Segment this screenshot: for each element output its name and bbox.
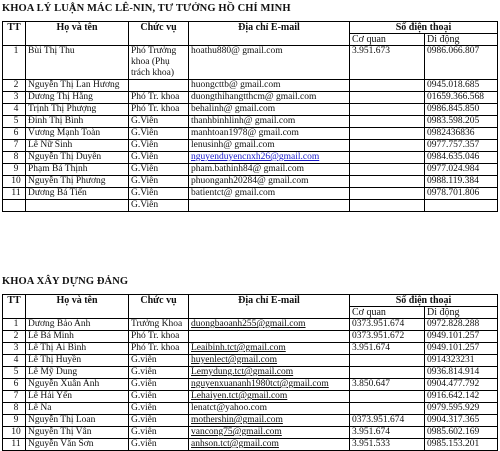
mobile-text: 0916.642.142 <box>427 391 480 401</box>
tt-text: 3 <box>13 343 19 353</box>
name-text: Vương Mạnh Toàn <box>28 128 101 138</box>
office-text: 0373.951.674 <box>352 415 405 425</box>
email-link: pham.bathinh84@ gmail.com <box>191 164 304 174</box>
cell-email <box>189 379 350 391</box>
tt-text: 11 <box>11 439 21 449</box>
header-name: Họ và tên <box>26 295 129 319</box>
cell-email <box>189 164 350 176</box>
tt-text: 5 <box>13 367 19 377</box>
cell-tt <box>3 188 26 200</box>
position-text: G.Viên <box>131 116 159 126</box>
cell-mobile-phone <box>425 319 498 331</box>
cell-position <box>129 176 189 188</box>
mobile-text: 01659.366.568 <box>427 92 484 102</box>
cell-mobile-phone <box>425 427 498 439</box>
email-link[interactable]: nguyenxuananh1980tct@gmail.com <box>191 379 329 389</box>
cell-office-phone <box>350 200 425 212</box>
tt-text: 3 <box>13 92 19 102</box>
cell-mobile-phone <box>425 46 498 80</box>
cell-name <box>26 80 129 92</box>
email-link: manhtoan1978@ gmail.com <box>191 128 299 138</box>
cell-name <box>26 46 129 80</box>
cell-position <box>129 331 189 343</box>
mobile-text: 0972.828.288 <box>427 319 480 329</box>
cell-position <box>129 343 189 355</box>
cell-position <box>129 80 189 92</box>
header-name: Họ và tên <box>26 22 129 46</box>
table-row <box>3 116 498 128</box>
cell-position <box>129 104 189 116</box>
cell-name <box>26 92 129 104</box>
position-text: G.Viên <box>131 140 159 150</box>
cell-office-phone <box>350 379 425 391</box>
name-text: Dương Thị Hằng <box>28 92 93 102</box>
cell-office-phone <box>350 164 425 176</box>
tt-text: 5 <box>13 116 19 126</box>
cell-name <box>26 427 129 439</box>
email-link[interactable]: mothershin@gmail.com <box>191 415 283 425</box>
cell-name <box>26 343 129 355</box>
cell-tt <box>3 391 26 403</box>
cell-office-phone <box>350 403 425 415</box>
position-text: G.viên <box>131 415 157 425</box>
mobile-text: 0978.701.806 <box>427 188 480 198</box>
cell-name <box>26 140 129 152</box>
cell-tt <box>3 331 26 343</box>
cell-email <box>189 128 350 140</box>
mobile-text: 0983.598.205 <box>427 116 480 126</box>
cell-mobile-phone <box>425 415 498 427</box>
table-row <box>3 140 498 152</box>
email-link[interactable]: anhson.tct@gmail.com <box>191 439 279 449</box>
tt-text: 2 <box>13 331 19 341</box>
tt-text: 8 <box>13 403 19 413</box>
cell-email <box>189 355 350 367</box>
email-link: lenusinh@ gmail.com <box>191 140 275 150</box>
name-text: Lê Bá Minh <box>28 331 74 341</box>
position-text: G.Viên <box>131 128 159 138</box>
cell-email <box>189 415 350 427</box>
cell-tt <box>3 152 26 164</box>
cell-tt <box>3 140 26 152</box>
cell-position <box>129 188 189 200</box>
cell-position <box>129 200 189 212</box>
cell-position <box>129 403 189 415</box>
name-text: Dương Bá Tiến <box>28 188 87 198</box>
name-text: Phạm Bá Thịnh <box>28 164 88 174</box>
mobile-text: 0986.845.850 <box>427 104 480 114</box>
cell-position <box>129 152 189 164</box>
mobile-text: 0949.101.257 <box>427 331 480 341</box>
office-text: 0373.951.674 <box>352 319 405 329</box>
email-link[interactable]: nguyenduyencnxh26@gmail.com <box>191 152 320 162</box>
cell-email <box>189 116 350 128</box>
cell-tt <box>3 92 26 104</box>
table-row <box>3 379 498 391</box>
position-text: G.viên <box>131 403 157 413</box>
mobile-text: 0988.119.384 <box>427 176 479 186</box>
cell-position <box>129 427 189 439</box>
cell-email <box>189 403 350 415</box>
email-link: batientct@ gmail.com <box>191 188 276 198</box>
cell-name <box>26 319 129 331</box>
name-text: Lê Hải Yến <box>28 391 72 401</box>
header-tt: TT <box>3 22 26 46</box>
name-text: Đinh Thị Bình <box>28 116 84 126</box>
cell-mobile-phone <box>425 200 498 212</box>
cell-email <box>189 104 350 116</box>
cell-name <box>26 188 129 200</box>
header-office: Cơ quan <box>350 34 425 46</box>
cell-position <box>129 355 189 367</box>
email-link: hoathu880@ gmail.com <box>191 46 283 56</box>
cell-name <box>26 367 129 379</box>
cell-email <box>189 331 350 343</box>
cell-position <box>129 92 189 104</box>
cell-tt <box>3 415 26 427</box>
tt-text: 7 <box>13 140 19 150</box>
cell-office-phone <box>350 331 425 343</box>
header-phone: Số điện thoại <box>350 295 498 307</box>
office-text: 0373.951.672 <box>352 331 405 341</box>
position-text: Phó Tr. khoa <box>131 343 180 353</box>
cell-email <box>189 427 350 439</box>
contact-table-party-building <box>2 294 498 451</box>
position-text: G.viên <box>131 355 157 365</box>
email-link: phuonganh20284@ gmail.com <box>191 176 309 186</box>
cell-tt <box>3 379 26 391</box>
tt-text: 6 <box>13 379 19 389</box>
cell-email <box>189 152 350 164</box>
header-tt: TT <box>3 295 26 319</box>
table-row <box>3 176 498 188</box>
name-text: Lê Thị Ái Bình <box>28 343 87 353</box>
header-email: Địa chỉ E-mail <box>189 22 350 46</box>
position-text: Phó Tr. khoa <box>131 331 180 341</box>
name-text: Nguyễn Thị Duyên <box>28 152 102 162</box>
email-link: huongcttb@ gmail.com <box>191 80 281 90</box>
position-text: Phó Trưởng khoa (Phụ trách khoa) <box>131 46 177 78</box>
mobile-text: 0904.477.792 <box>427 379 480 389</box>
table-row <box>3 92 498 104</box>
tt-text: 2 <box>13 80 19 90</box>
cell-tt <box>3 403 26 415</box>
cell-email <box>189 319 350 331</box>
cell-mobile-phone <box>425 116 498 128</box>
contact-table-marxism <box>2 21 498 212</box>
cell-email <box>189 391 350 403</box>
cell-position <box>129 319 189 331</box>
cell-email <box>189 92 350 104</box>
email-link[interactable]: vancong75@gmail.com <box>191 427 282 437</box>
name-text: Lê Na <box>28 403 52 413</box>
header-position: Chức vụ <box>129 22 189 46</box>
mobile-text: 0977.024.984 <box>427 164 480 174</box>
tt-text: 11 <box>11 188 21 198</box>
table-row <box>3 343 498 355</box>
cell-position <box>129 415 189 427</box>
cell-position <box>129 46 189 80</box>
cell-mobile-phone <box>425 188 498 200</box>
mobile-text: 0904.317.365 <box>427 415 480 425</box>
cell-name <box>26 104 129 116</box>
position-text: G.viên <box>131 379 157 389</box>
cell-office-phone <box>350 152 425 164</box>
cell-email <box>189 200 350 212</box>
cell-mobile-phone <box>425 343 498 355</box>
cell-email <box>189 188 350 200</box>
cell-office-phone <box>350 104 425 116</box>
mobile-text: 0986.066.807 <box>427 46 480 56</box>
table-row <box>3 152 498 164</box>
cell-tt <box>3 343 26 355</box>
cell-mobile-phone <box>425 140 498 152</box>
cell-tt <box>3 200 26 212</box>
position-text: G.Viên <box>131 152 159 162</box>
cell-name <box>26 152 129 164</box>
position-text: Trưởng Khoa <box>131 319 183 329</box>
cell-tt <box>3 367 26 379</box>
cell-position <box>129 116 189 128</box>
mobile-text: 0936.814.914 <box>427 367 480 377</box>
cell-email <box>189 80 350 92</box>
cell-office-phone <box>350 355 425 367</box>
cell-office-phone <box>350 391 425 403</box>
name-text: Dương Bảo Anh <box>28 319 91 329</box>
position-text: G.Viên <box>131 188 159 198</box>
cell-office-phone <box>350 92 425 104</box>
cell-mobile-phone <box>425 80 498 92</box>
table-row <box>3 319 498 331</box>
tt-text: 10 <box>11 176 21 186</box>
tt-text: 4 <box>13 104 19 114</box>
cell-position <box>129 140 189 152</box>
table-row <box>3 331 498 343</box>
tt-text: 1 <box>13 46 19 56</box>
office-text: 3.850.647 <box>352 379 390 389</box>
table-row <box>3 104 498 116</box>
table-row <box>3 427 498 439</box>
cell-name <box>26 116 129 128</box>
cell-office-phone <box>350 128 425 140</box>
cell-name <box>26 355 129 367</box>
table-row <box>3 403 498 415</box>
table-row <box>3 391 498 403</box>
section-title-party-building: KHOA XÂY DỰNG ĐẢNG <box>2 276 129 287</box>
cell-office-phone <box>350 46 425 80</box>
name-text: Nguyễn Xuân Anh <box>28 379 100 389</box>
cell-name <box>26 415 129 427</box>
table-row <box>3 355 498 367</box>
cell-tt <box>3 355 26 367</box>
mobile-text: 0914323231 <box>427 355 475 365</box>
table-row <box>3 80 498 92</box>
header-position: Chức vụ <box>129 295 189 319</box>
position-text: G.viên <box>131 367 157 377</box>
name-text: Nguyễn Thị Loan <box>28 415 96 425</box>
cell-tt <box>3 116 26 128</box>
tt-text: 9 <box>13 415 19 425</box>
office-text: 3.951.533 <box>352 439 390 449</box>
cell-tt <box>3 427 26 439</box>
cell-mobile-phone <box>425 355 498 367</box>
header-mobile: Di động <box>425 34 498 46</box>
cell-name <box>26 200 129 212</box>
position-text: G.Viên <box>131 176 159 186</box>
email-link[interactable]: Leaibinh.tct@gmail.com <box>191 343 286 353</box>
cell-office-phone <box>350 319 425 331</box>
cell-office-phone <box>350 140 425 152</box>
tt-text: 10 <box>11 427 21 437</box>
mobile-text: 0979.595.929 <box>427 403 480 413</box>
tt-text: 7 <box>13 391 19 401</box>
email-link: lenatct@yahoo.com <box>191 403 268 413</box>
mobile-text: 0977.757.357 <box>427 140 480 150</box>
cell-office-phone <box>350 343 425 355</box>
tt-text: 6 <box>13 128 19 138</box>
office-text: 3.951.674 <box>352 427 390 437</box>
cell-mobile-phone <box>425 104 498 116</box>
cell-tt <box>3 164 26 176</box>
cell-name <box>26 403 129 415</box>
mobile-text: 0949.101.257 <box>427 343 480 353</box>
mobile-text: 0982436836 <box>427 128 475 138</box>
email-link: behalinh@ gmail.com <box>191 104 276 114</box>
position-text: G.viên <box>131 439 157 449</box>
cell-mobile-phone <box>425 152 498 164</box>
name-text: Nguyễn Thị Phương <box>28 176 106 186</box>
cell-mobile-phone <box>425 164 498 176</box>
position-text: Phó Tr. khoa <box>131 92 180 102</box>
tt-text: 8 <box>13 152 19 162</box>
name-text: Nguyễn Thị Vân <box>28 427 92 437</box>
cell-office-phone <box>350 80 425 92</box>
office-text: 3.951.673 <box>352 46 390 56</box>
cell-mobile-phone <box>425 391 498 403</box>
email-link[interactable]: huyenlect@gmail.com <box>191 355 278 365</box>
position-text: G.viên <box>131 427 157 437</box>
section-title-marxism: KHOA LÝ LUẬN MÁC LÊ-NIN, TƯ TƯỞNG HỒ CHÍ MINH <box>2 3 291 14</box>
name-text: Nguyễn Văn Sơn <box>28 439 94 449</box>
header-phone: Số điện thoại <box>350 22 498 34</box>
tt-text: 4 <box>13 355 19 365</box>
position-text: G.viên <box>131 391 157 401</box>
header-mobile: Di động <box>425 307 498 319</box>
cell-email <box>189 176 350 188</box>
name-text: Lê Mỹ Dung <box>28 367 78 377</box>
cell-tt <box>3 128 26 140</box>
table-row <box>3 188 498 200</box>
cell-office-phone <box>350 116 425 128</box>
email-link[interactable]: Lemydung.tct@gmail.com <box>191 367 294 377</box>
name-text: Lê Thị Huyền <box>28 355 82 365</box>
table-row <box>3 46 498 80</box>
header-email: Địa chỉ E-mail <box>189 295 350 319</box>
mobile-text: 0985.153.201 <box>427 439 480 449</box>
position-text: G.Viên <box>131 200 159 210</box>
cell-mobile-phone <box>425 367 498 379</box>
cell-office-phone <box>350 176 425 188</box>
cell-email <box>189 46 350 80</box>
cell-mobile-phone <box>425 92 498 104</box>
cell-position <box>129 367 189 379</box>
mobile-text: 0985.602.169 <box>427 427 480 437</box>
cell-tt <box>3 80 26 92</box>
name-text: Nguyễn Thị Lan Hương <box>28 80 120 90</box>
table-row <box>3 164 498 176</box>
cell-tt <box>3 319 26 331</box>
table-row <box>3 200 498 212</box>
position-text: Phó Tr. khoa <box>131 104 180 114</box>
mobile-text: 0984.635.046 <box>427 152 480 162</box>
cell-mobile-phone <box>425 128 498 140</box>
header-office: Cơ quan <box>350 307 425 319</box>
cell-office-phone <box>350 427 425 439</box>
cell-email <box>189 140 350 152</box>
cell-office-phone <box>350 188 425 200</box>
cell-email <box>189 367 350 379</box>
cell-tt <box>3 46 26 80</box>
cell-office-phone <box>350 415 425 427</box>
cell-mobile-phone <box>425 331 498 343</box>
cell-name <box>26 164 129 176</box>
name-text: Lê Nữ Sinh <box>28 140 73 150</box>
name-text: Bùi Thị Thu <box>28 46 75 56</box>
mobile-text: 0945.018.685 <box>427 80 480 90</box>
cell-mobile-phone <box>425 403 498 415</box>
cell-position <box>129 391 189 403</box>
table-row <box>3 128 498 140</box>
cell-name <box>26 391 129 403</box>
cell-position <box>129 379 189 391</box>
cell-name <box>26 379 129 391</box>
table-row <box>3 415 498 427</box>
email-link[interactable]: duongbaoanh255@gmail.com <box>191 319 306 329</box>
email-link: duongthihangtthcm@ gmail.com <box>191 92 317 102</box>
tt-text: 9 <box>13 164 19 174</box>
cell-email <box>189 343 350 355</box>
cell-name <box>26 128 129 140</box>
cell-office-phone <box>350 367 425 379</box>
cell-position <box>129 164 189 176</box>
cell-mobile-phone <box>425 379 498 391</box>
email-link: thanhbinhlinh@ gmail.com <box>191 116 296 126</box>
cell-position <box>129 128 189 140</box>
email-link[interactable]: Lehaiyen.tct@gmail.com <box>191 391 288 401</box>
position-text: G.Viên <box>131 164 159 174</box>
cell-tt <box>3 176 26 188</box>
cell-tt <box>3 104 26 116</box>
table-row <box>3 367 498 379</box>
office-text: 3.951.674 <box>352 343 390 353</box>
cell-name <box>26 176 129 188</box>
tt-text: 1 <box>13 319 19 329</box>
name-text: Trịnh Thị Phượng <box>28 104 97 114</box>
cell-name <box>26 331 129 343</box>
cell-mobile-phone <box>425 176 498 188</box>
